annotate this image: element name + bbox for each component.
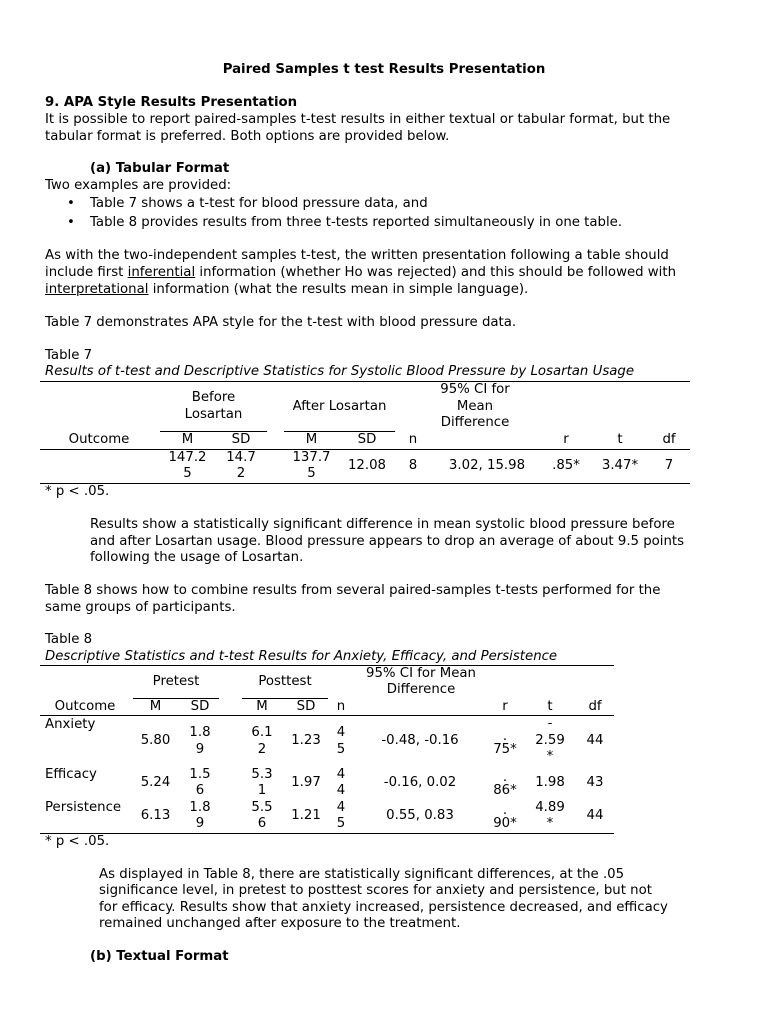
table7-header-ci-2: Mean [456, 399, 494, 414]
table7-cell-m2: 5 [307, 466, 316, 481]
page-title: Paired Samples t test Results Presentation [222, 62, 546, 77]
table8-header-rule [40, 715, 614, 716]
table7-cell-t: 3.47* [601, 458, 639, 473]
para-text: include first [45, 265, 128, 280]
table8-cell-sd1: 9 [195, 816, 205, 831]
table7-result-line-2: and after Losartan usage. Blood pressure appears to drop an average of about 9.5 points [90, 534, 685, 549]
table7-header-outcome: Outcome [68, 432, 130, 447]
table8-cell-n: 4 [336, 725, 346, 740]
table7-cell-df: 7 [664, 458, 674, 473]
table8-cell-ci: 0.55, 0.83 [386, 808, 454, 823]
table8-cell-r: . [502, 803, 508, 818]
table8-header-m1: M [149, 699, 162, 714]
table8-cell-df: 44 [586, 733, 604, 748]
table8-cell-m2: 5.5 [251, 800, 273, 815]
intro-line-2: tabular format is preferred. Both options are provided below. [45, 129, 450, 144]
table8-header-t: t [547, 699, 553, 714]
table8-header-m2: M [256, 699, 268, 714]
table7-label: Table 7 [45, 348, 93, 363]
table8-intro-line-1: Table 8 shows how to combine results from several paired-samples t-tests performed for the [45, 583, 661, 598]
table7-intro: Table 7 demonstrates APA style for the t-test with blood pressure data. [45, 315, 517, 330]
table8-cell-ci: -0.48, -0.16 [381, 733, 459, 748]
underlined-term: inferential [127, 265, 196, 280]
table8-cell-t: * [546, 749, 554, 764]
table8-header-posttest: Posttest [258, 674, 312, 689]
table8-cell-m2: 5.3 [251, 767, 273, 782]
table7-cell-m1: 5 [183, 466, 192, 481]
para-line-3 [45, 282, 728, 299]
table7-cell-sd1: 14.7 [226, 450, 256, 465]
table8-top-rule [40, 665, 614, 666]
table8-cell-df: 43 [586, 775, 604, 790]
table7-header-r: r [563, 432, 569, 447]
table8-header-n: n [336, 699, 346, 714]
table8-cell-m2: 2 [257, 742, 267, 757]
table8-header-sd2: SD [296, 699, 316, 714]
table7-result-line-3: following the usage of Losartan. [90, 550, 304, 565]
table8-cell-ci: -0.16, 0.02 [383, 775, 457, 790]
para-line-2 [45, 265, 728, 282]
table8-label: Table 8 [45, 632, 93, 647]
para-line-1: As with the two-independent samples t-test, the written presentation following a table should [45, 248, 669, 263]
table7-cell-sd2: 12.08 [347, 458, 387, 473]
table8-cell-r: 75* [493, 742, 517, 757]
table8-header-sd1: SD [190, 699, 210, 714]
table8-cell-m1: 5.24 [140, 775, 171, 790]
table8-cell-n: 4 [336, 767, 346, 782]
table7-cell-r: .85* [552, 458, 580, 473]
table7-header-rule [40, 449, 690, 450]
table8-cell-sd1: 6 [195, 783, 205, 798]
table7-header-df: df [662, 432, 676, 447]
table8-cell-r: . [502, 729, 508, 744]
table7-header-n: n [408, 432, 418, 447]
table8-cell-n: 5 [336, 816, 346, 831]
examples-list [45, 194, 622, 232]
table8-result-line-2: significance level, in pretest to posttest scores for anxiety and persistence, but not [99, 883, 652, 898]
table8-header-df: df [588, 699, 602, 714]
table7-header-ci-1: 95% CI for [440, 382, 510, 397]
table7-cell-m1: 147.2 [168, 450, 207, 465]
examples-intro: Two examples are provided: [45, 178, 232, 193]
table8-cell-n: 4 [336, 783, 346, 798]
table8-cell-t: * [546, 816, 554, 831]
table8-cell-outcome: Persistence [45, 800, 122, 815]
table7-header-m1: M [181, 432, 194, 447]
textual-heading: (b) Textual Format [90, 949, 229, 964]
table8-result-line-4: remained unchanged after exposure to the treatment. [99, 916, 461, 931]
table8-cell-m2: 6 [257, 816, 267, 831]
table8-header-pretest: Pretest [152, 674, 200, 689]
list-item: • Table 8 provides results from three t-tests reported simultaneously in one table. [45, 213, 622, 232]
table8-header-outcome: Outcome [54, 699, 116, 714]
table7-header-after: After Losartan [292, 399, 387, 414]
table8-note: * p < .05. [45, 834, 110, 849]
table7-header-t: t [617, 432, 623, 447]
table8-cell-sd2: 1.23 [291, 733, 321, 748]
table8-cell-sd2: 1.97 [291, 775, 321, 790]
table8-cell-r: 90* [493, 816, 517, 831]
table7-cell-sd1: 2 [236, 466, 246, 481]
table7-cell-m2: 137.7 [292, 450, 331, 465]
table8-cell-outcome: Anxiety [45, 717, 96, 732]
section-heading: 9. APA Style Results Presentation [45, 95, 298, 110]
table7-header-ci-3: Difference [440, 415, 510, 430]
table7-top-rule [40, 381, 690, 382]
table8-cell-m2: 6.1 [251, 725, 273, 740]
table8-caption: Descriptive Statistics and t-test Results for Anxiety, Efficacy, and Persistence [45, 649, 558, 664]
table8-cell-t: 1.98 [535, 775, 565, 790]
underlined-term: interpretational [45, 282, 149, 297]
para-text: information (whether Ho was rejected) and this should be followed with [195, 265, 676, 280]
table8-cell-t: - [547, 716, 553, 731]
table8-cell-m1: 5.80 [140, 733, 171, 748]
table8-cell-df: 44 [586, 808, 604, 823]
table7-header-sd1: SD [231, 432, 251, 447]
table7-caption: Results of t-test and Descriptive Statistics for Systolic Blood Pressure by Losartan Usage [45, 364, 635, 379]
table8-header-ci-1: 95% CI for Mean [366, 666, 476, 681]
table7-cell-ci: 3.02, 15.98 [448, 458, 526, 473]
table7-cell-n: 8 [408, 458, 418, 473]
table7-header-m2: M [305, 432, 318, 447]
table8-cell-t: 4.89 [535, 800, 565, 815]
table8-result-line-3: for efficacy. Results show that anxiety increased, persistence decreased, and efficacy [99, 900, 668, 915]
table7-note: * p < .05. [45, 484, 110, 499]
table8-cell-r: . [502, 770, 508, 785]
table8-cell-sd1: 1.8 [189, 800, 211, 815]
table7-header-before-2: Losartan [184, 407, 243, 422]
table8-cell-sd1: 1.8 [189, 725, 211, 740]
table8-intro-line-2: same groups of participants. [45, 600, 236, 615]
intro-line-1: It is possible to report paired-samples t-test results in either textual or tabular format, but the [45, 112, 671, 127]
table8-header-r: r [502, 699, 508, 714]
table8-cell-m1: 6.13 [140, 808, 171, 823]
table8-cell-sd1: 9 [195, 742, 205, 757]
table8-result-line-1: As displayed in Table 8, there are statistically significant differences, at the .05 [99, 867, 625, 882]
table8-cell-m2: 1 [257, 783, 267, 798]
table8-cell-outcome: Efficacy [45, 767, 97, 782]
table7-result-line-1: Results show a statistically significant difference in mean systolic blood pressure before [90, 517, 675, 532]
list-item: • Table 7 shows a t-test for blood pressure data, and [45, 194, 622, 213]
para-text: information (what the results mean in simple language). [148, 282, 529, 297]
table8-cell-sd2: 1.21 [291, 808, 321, 823]
table8-cell-sd1: 1.5 [189, 767, 211, 782]
table7-header-before-1: Before [191, 390, 236, 405]
table7-header-sd2: SD [357, 432, 377, 447]
table8-cell-r: 86* [493, 783, 517, 798]
table8-cell-n: 4 [336, 800, 346, 815]
table8-header-ci-2: Difference [386, 682, 456, 697]
table8-cell-n: 5 [336, 742, 346, 757]
tabular-heading: (a) Tabular Format [90, 161, 230, 176]
table8-cell-t: 2.59 [535, 733, 565, 748]
